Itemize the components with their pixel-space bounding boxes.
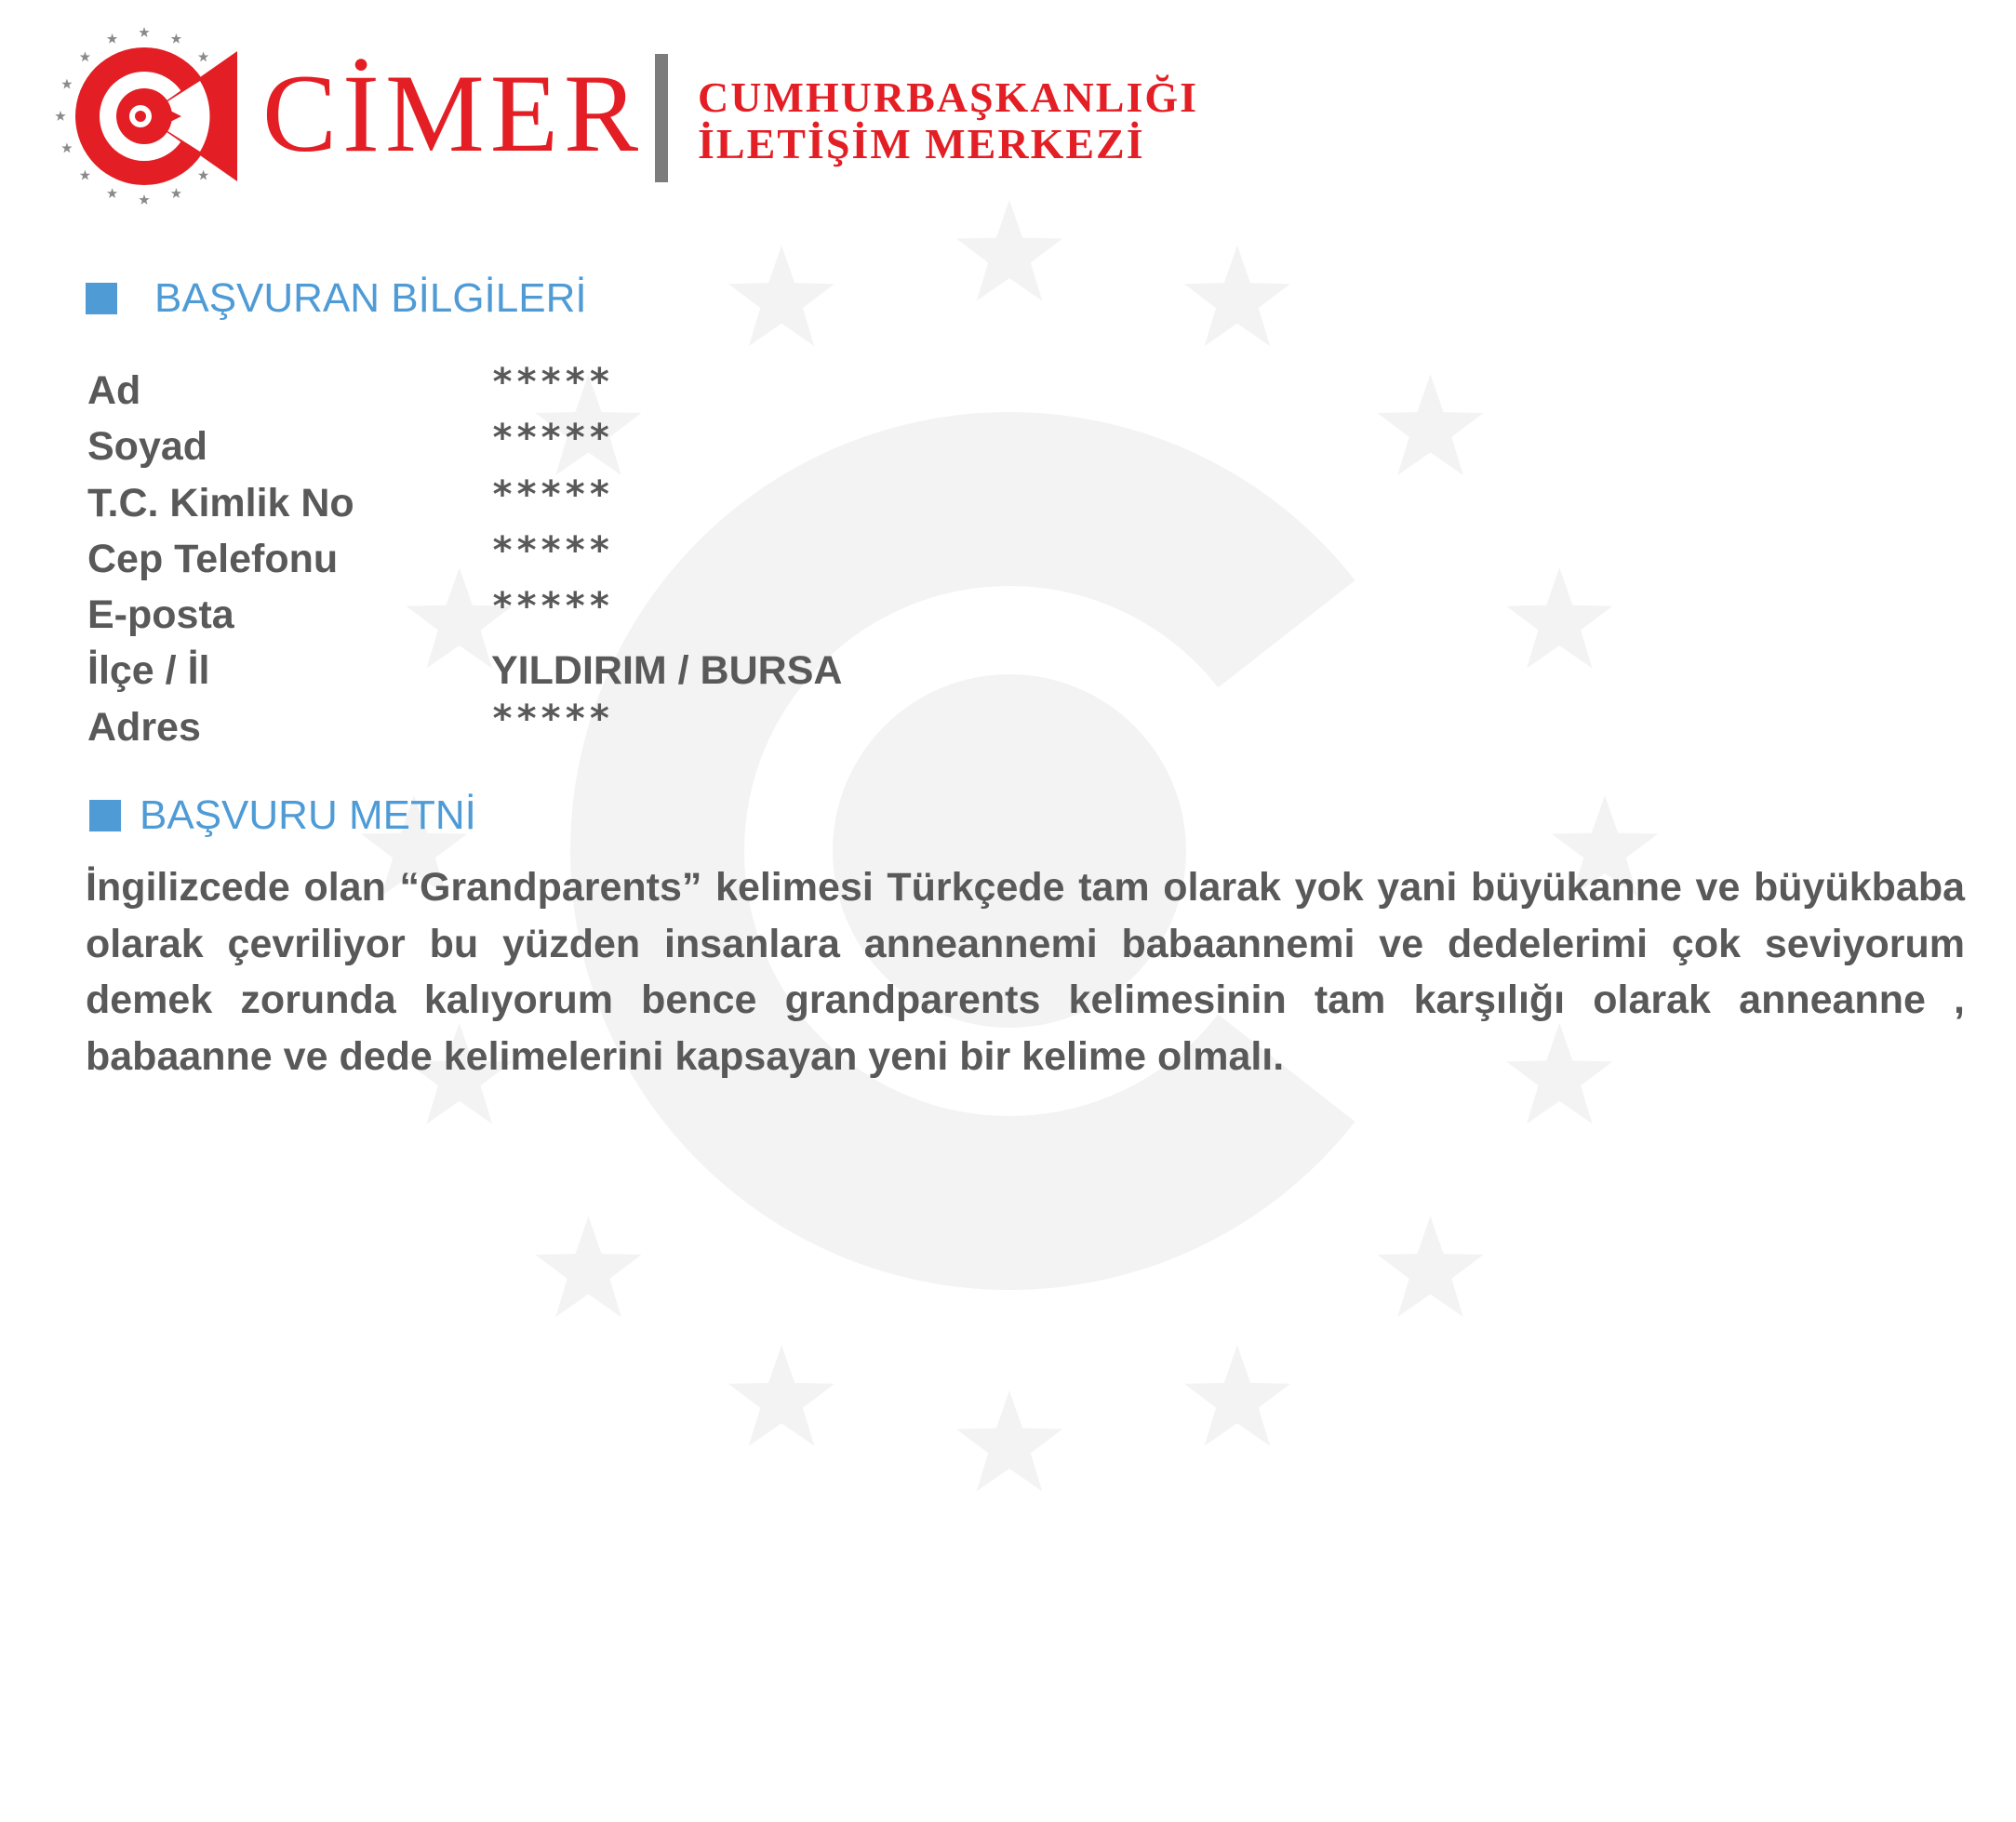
- field-label: İlçe / İl: [87, 648, 210, 694]
- field-value: *****: [491, 697, 613, 740]
- field-value: *****: [491, 528, 613, 572]
- star-icon: [107, 188, 117, 198]
- field-value: *****: [491, 417, 613, 460]
- field-label: Soyad: [87, 424, 208, 470]
- applicant-section-label: BAŞVURAN BİLGİLERİ: [154, 275, 587, 321]
- star-icon: [61, 79, 72, 89]
- field-label: T.C. Kimlik No: [87, 480, 354, 525]
- brand-name: CİMER: [262, 51, 645, 175]
- field-value: *****: [491, 361, 613, 404]
- application-section-label: BAŞVURU METNİ: [140, 792, 476, 838]
- subtitle-line-2: İLETİŞİM MERKEZİ: [698, 120, 1145, 167]
- field-value: YILDIRIM / BURSA: [491, 648, 843, 694]
- star-icon: [139, 194, 149, 205]
- field-value: *****: [491, 585, 613, 629]
- star-icon: [80, 51, 90, 61]
- star-icon: [171, 188, 181, 198]
- section-marker-icon: [89, 800, 121, 831]
- field-value: *****: [491, 472, 613, 516]
- field-label: E-posta: [87, 592, 234, 638]
- section-marker-icon: [86, 283, 117, 314]
- star-icon: [198, 170, 208, 180]
- field-label: Cep Telefonu: [87, 536, 339, 581]
- header-divider: [655, 54, 668, 182]
- star-icon: [139, 27, 149, 37]
- star-icon: [61, 142, 72, 153]
- star-icon: [198, 51, 208, 61]
- star-icon: [80, 170, 90, 180]
- brand-subtitle: [698, 74, 1198, 167]
- applicant-section-title: [86, 275, 587, 322]
- star-icon: [107, 33, 117, 44]
- star-icon: [55, 111, 65, 121]
- cimer-emblem-icon: [51, 23, 237, 209]
- field-label: Ad: [87, 368, 141, 413]
- application-text: İngilizcede olan “Grandparents” kelimesi Türkçede tam olarak yok yani büyükanne ve büyükbaba olarak çevriliyor bu yüzden insanlara anneannemi babaannemi ve dedelerimi çok seviyorum demek zorunda kalıyorum bence grandparents kelimesinin tam karşılığı olarak anneanne , babaanne ve dede kelimelerini kapsayan yeni bir kelime olmalı.: [86, 865, 1965, 1079]
- star-icon: [171, 33, 181, 44]
- application-section-title: [89, 792, 476, 839]
- subtitle-line-1: CUMHURBAŞKANLIĞI: [698, 73, 1199, 121]
- field-label: Adres: [87, 704, 201, 750]
